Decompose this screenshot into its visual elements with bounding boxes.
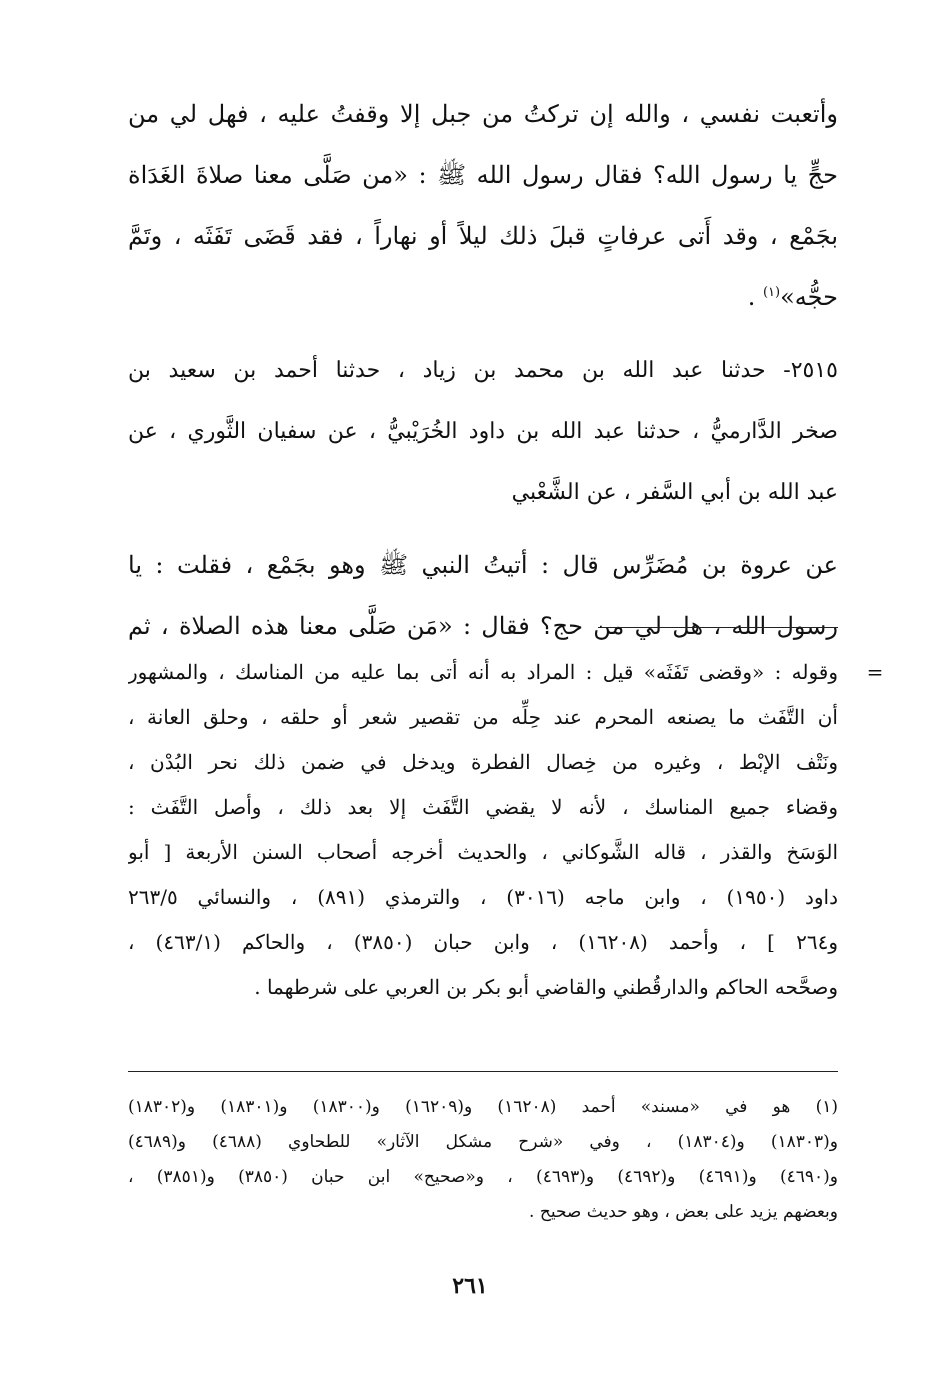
note-line: وصحَّحه الحاكم والدارقُطني والقاضي أبو بكر بن العربي على شرطهما . [254, 975, 838, 999]
text-line-fragment: حجُّه» [780, 283, 838, 311]
hadith-line: ٢٥١٥- حدثنا عبد الله بن محمد بن زياد ، حدثنا أحمد بن سعيد بن [128, 358, 838, 383]
main-text [128, 84, 838, 657]
footnote-line: و(٤٦٩٠) و(٤٦٩١) و(٤٦٩٢) و(٤٦٩٣) ، و«صحيح» ابن حبان (٣٨٥٠) و(٣٨٥١) ، [128, 1167, 838, 1187]
note-line: الوَسَخ والقذر ، قاله الشَّوكاني ، والحديث أخرجه أصحاب السنن الأربعة [ أبو [128, 840, 838, 864]
text-line: رسول الله ، هل لي من حج؟ فقال : «مَن صَلَّى معنا هذه الصلاة ، ثم [128, 612, 838, 640]
footnote-line: (١) هو في «مسند» أحمد (١٦٢٠٨) و(١٦٢٠٩) و(١٨٣٠٠) و(١٨٣٠١) و(١٨٣٠٢) [128, 1097, 838, 1117]
note-line: داود (١٩٥٠) ، وابن ماجه (٣٠١٦) ، والترمذي (٨٩١) ، والنسائي ٢٦٣/٥ [128, 885, 838, 909]
footnote-line: وبعضهم يزيد على بعض ، وهو حديث صحيح . [529, 1202, 838, 1222]
note-line: أن التَّفَث ما يصنعه المحرم عند حِلِّه من تقصير شعر أو حلقه ، وحلق العانة ، [128, 705, 838, 729]
commentary-notes [128, 650, 884, 1010]
footnotes-divider [128, 1071, 838, 1072]
note-line: و٢٦٤ ] ، وأحمد (١٦٢٠٨) ، وابن حبان (٣٨٥٠) ، والحاكم (٤٦٣/١) ، [128, 930, 838, 954]
text-line: بجَمْع ، وقد أَتى عرفاتٍ قبلَ ذلك ليلاً أو نهاراً ، فقد قَضَى تَفَثَه ، وتَمَّ [128, 222, 838, 250]
note-line: ونَتْف الإبْط ، وغيره من خِصال الفطرة ويدخل في ضمن ذلك نحر البُدْن ، [128, 750, 838, 774]
text-line-fragment: . [747, 283, 763, 311]
hadith-line: صخر الدَّارميُّ ، حدثنا عبد الله بن داود الخُرَيْبيُّ ، عن سفيان الثَّوري ، عن [128, 419, 838, 444]
note-line: وقوله : «وقضى تَفَثَه» قيل : المراد به أنه أتى بما عليه من المناسك ، والمشهور [128, 660, 838, 684]
page-number: ٢٦١ [452, 1273, 488, 1299]
text-line [128, 267, 838, 328]
footnotes [128, 1090, 838, 1230]
footnote-line: و(١٨٣٠٣) و(١٨٣٠٤) ، وفي «شرح مشكل الآثار» للطحاوي (٤٦٨٨) و(٤٦٨٩) [128, 1132, 838, 1152]
hadith-line: عبد الله بن أبي السَّفر ، عن الشَّعْبي [511, 480, 838, 505]
footnote-marker: (١) [762, 285, 781, 300]
text-line: حجٍّ يا رسول الله؟ فقال رسول الله ﷺ : «من صَلَّى معنا صلاةَ الغَدَاة [128, 161, 838, 189]
paragraph-gap [128, 523, 838, 535]
notes-divider [598, 627, 838, 628]
continuation-mark: = [866, 660, 884, 684]
note-line: وقضاء جميع المناسك ، لأنه لا يقضي التَّفَث إلا بعد ذلك ، وأصل التَّفَث : [128, 795, 838, 819]
text-line: عن عروة بن مُضَرِّس قال : أتيتُ النبي ﷺ وهو بجَمْع ، فقلت : يا [128, 551, 838, 579]
paragraph-gap [128, 328, 838, 340]
text-line: وأتعبت نفسي ، والله إن تركتُ من جبل إلا وقفتُ عليه ، فهل لي من [128, 100, 838, 128]
